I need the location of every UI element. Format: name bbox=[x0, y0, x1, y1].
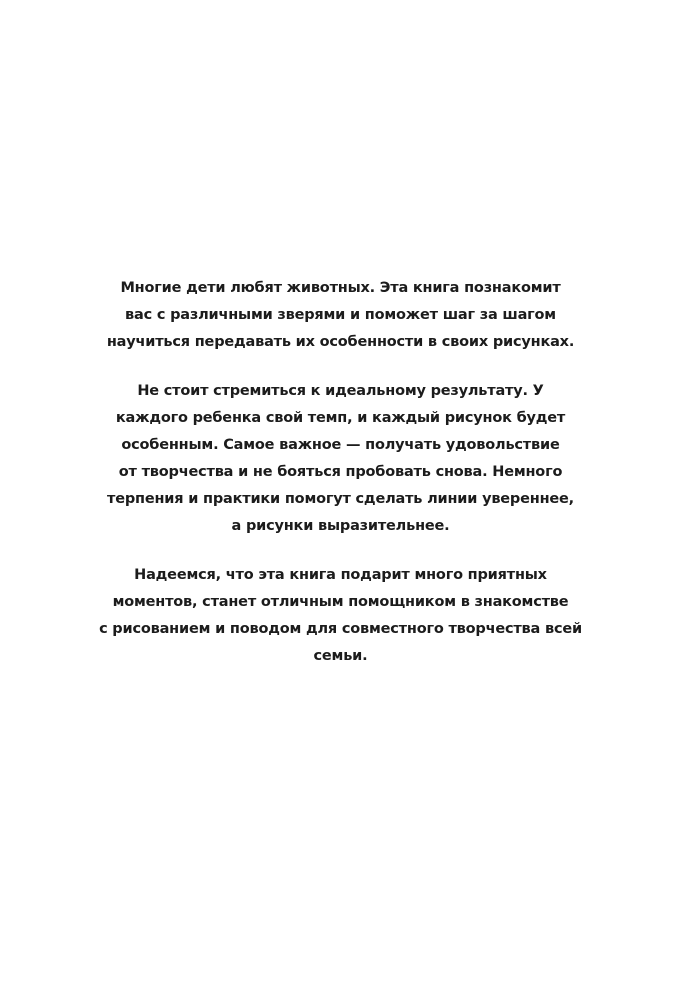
text-line: научиться передавать их особенности в своих рисунках. bbox=[106, 334, 575, 350]
text-line: Многие дети любят животных. Эта книга познакомит bbox=[120, 280, 561, 296]
text-line: каждого ребенка свой темп, и каждый рисунок будет bbox=[115, 410, 566, 426]
paragraph-3 bbox=[60, 562, 621, 670]
text-line: Не стоит стремиться к идеальному результату. У bbox=[137, 383, 544, 399]
intro-text-block bbox=[60, 275, 621, 692]
text-line: Надеемся, что эта книга подарит много приятных bbox=[134, 567, 547, 583]
paragraph-1 bbox=[60, 275, 621, 356]
text-line: с рисованием и поводом для совместного творчества всей bbox=[99, 621, 582, 637]
text-line: семьи. bbox=[313, 648, 368, 664]
text-line: а рисунки выразительнее. bbox=[231, 518, 450, 534]
text-line: терпения и практики помогут сделать линии увереннее, bbox=[107, 491, 574, 507]
text-line: вас с различными зверями и поможет шаг за шагом bbox=[125, 307, 556, 323]
paragraph-2 bbox=[60, 378, 621, 540]
text-line: моментов, станет отличным помощником в знакомстве bbox=[112, 594, 569, 610]
text-line: от творчества и не бояться пробовать снова. Немного bbox=[118, 464, 563, 480]
text-line: особенным. Самое важное — получать удовольствие bbox=[121, 437, 560, 453]
